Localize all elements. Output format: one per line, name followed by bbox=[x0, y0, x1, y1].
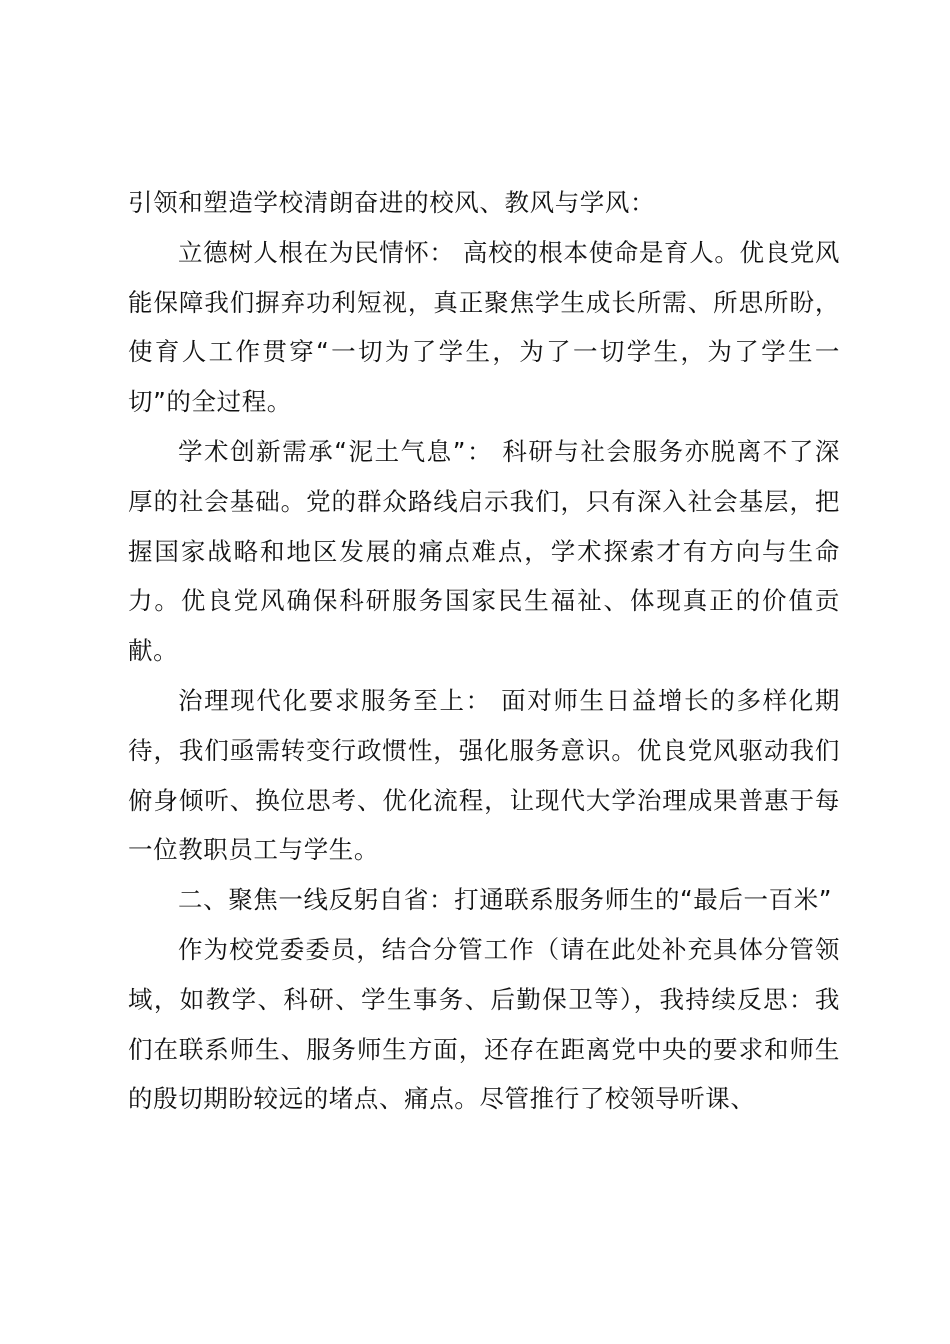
paragraph-intro: 引领和塑造学校清朗奋进的校风、教风与学风： bbox=[128, 188, 656, 217]
paragraph-reflection: 作为校党委委员，结合分管工作（请在此处补充具体分管领域，如教学、科研、学生事务、后勤保卫等），我持续反思：我们在联系师生、服务师生方面，还存在距离党中央的要求和师生的殷切期盼较远的堵点、痛点。尽管推行了校领导听课、 bbox=[128, 934, 840, 1114]
section-heading-two: 二、聚焦一线反躬自省：打通联系服务师生的“最后一百米” bbox=[178, 885, 833, 915]
paragraph-moral-education: 立德树人根在为民情怀： 高校的根本使命是育人。优良党风能保障我们摒弃功利短视，真正聚焦学生成长所需、所思所盼，使育人工作贯穿“一切为了学生，为了一切学生，为了学生一切”的全过程。 bbox=[128, 237, 840, 417]
document-page bbox=[128, 178, 840, 1124]
paragraph-governance: 治理现代化要求服务至上： 面对师生日益增长的多样化期待，我们亟需转变行政惯性，强化服务意识。优良党风驱动我们俯身倾听、换位思考、优化流程，让现代大学治理成果普惠于每一位教职员工与学生。 bbox=[128, 685, 840, 865]
paragraph-academic-innovation: 学术创新需承“泥土气息”： 科研与社会服务亦脱离不了深厚的社会基础。党的群众路线启示我们，只有深入社会基层，把握国家战略和地区发展的痛点难点，学术探索才有方向与生命力。优良党风确保科研服务国家民生福祉、体现真正的价值贡献。 bbox=[128, 436, 840, 666]
